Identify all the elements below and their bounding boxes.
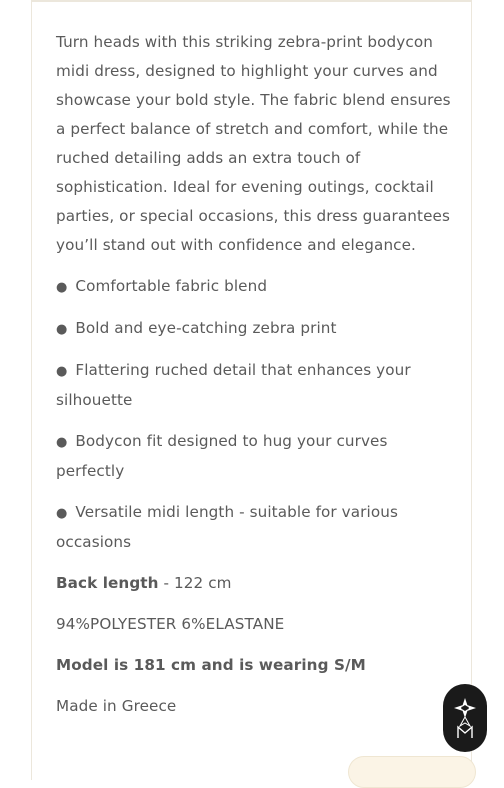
product-description xyxy=(56,28,454,733)
bullet-dot-icon: ● xyxy=(56,364,68,379)
bullet-item: ● Bold and eye-catching zebra print xyxy=(56,319,337,337)
fabric-composition: 94%POLYESTER 6%ELASTANE xyxy=(56,615,285,633)
description-text: Turn heads with this striking zebra-print bodycon midi dress, designed to highlight your curves and showcase your bold style. The fabric blend ensures a perfect balance of stretch and comfort, while the ruched detailing adds an extra touch of sophistication. Ideal for evening outings, cocktail parties, or special occasions, this dress guarantees you’ll stand out with confidence and elegance. xyxy=(56,33,451,254)
origin-text: Made in Greece xyxy=(56,697,177,715)
bullet-item: ● Bodycon fit designed to hug your curves perfectly xyxy=(56,432,388,480)
bullet-item: ● Versatile midi length - suitable for various occasions xyxy=(56,503,398,551)
bullet-item: ● Comfortable fabric blend xyxy=(56,277,268,295)
bullet-dot-icon: ● xyxy=(56,322,68,337)
back-length xyxy=(56,569,454,598)
back-length-value: - 122 cm xyxy=(158,574,232,592)
chat-tab-button[interactable] xyxy=(348,756,476,788)
bullet-item: ● Flattering ruched detail that enhances your silhouette xyxy=(56,361,411,409)
brand-logo-icon xyxy=(450,696,480,740)
bullet-dot-icon: ● xyxy=(56,280,68,295)
model-info: Model is 181 cm and is wearing S/M xyxy=(56,656,366,674)
bullet-dot-icon: ● xyxy=(56,506,68,521)
bullet-dot-icon: ● xyxy=(56,435,68,450)
brand-badge-button[interactable] xyxy=(443,684,487,752)
back-length-label: Back length xyxy=(56,574,159,592)
